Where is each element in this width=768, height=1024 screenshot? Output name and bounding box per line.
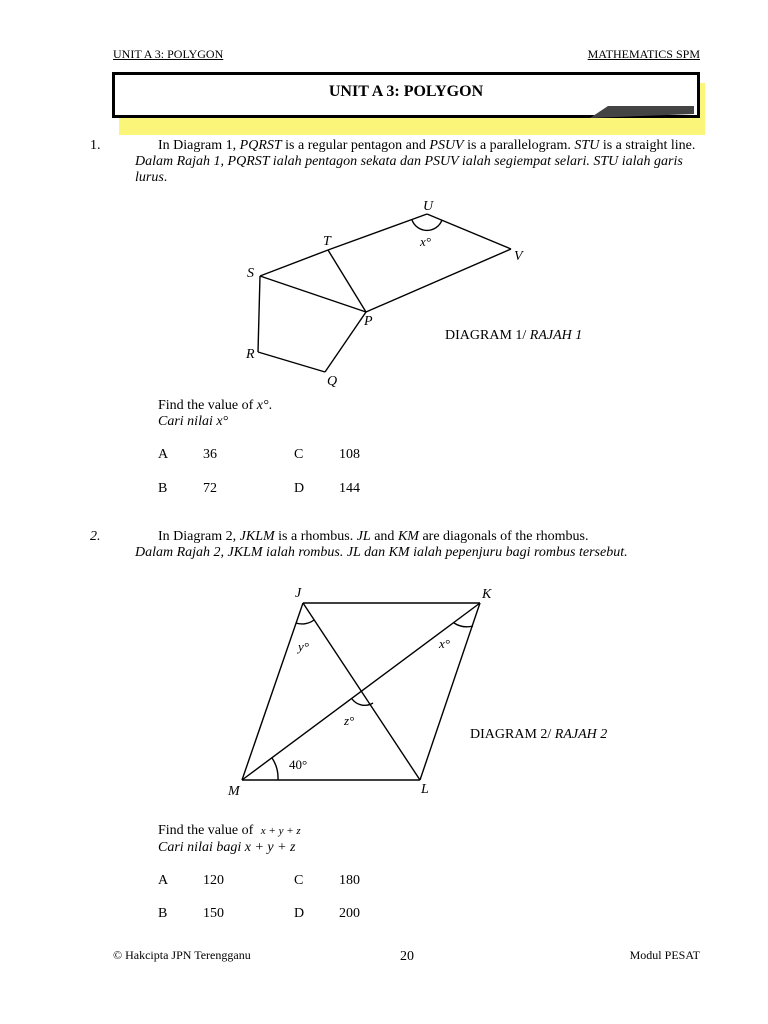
page-number: 20 bbox=[400, 949, 414, 964]
point-k-label: K bbox=[482, 587, 492, 602]
q2-option-value[interactable]: 200 bbox=[339, 906, 360, 921]
q2-find-text: Find the value of bbox=[158, 823, 257, 838]
q1-option-letter[interactable]: C bbox=[294, 447, 304, 462]
q2-option-value[interactable]: 120 bbox=[203, 873, 224, 888]
q1-en-stu: STU bbox=[574, 138, 600, 153]
q1-option-value[interactable]: 144 bbox=[339, 481, 360, 496]
q2-en-km: KM bbox=[397, 529, 419, 544]
q2-find-expression: x + y + z bbox=[260, 825, 301, 837]
header-right: MATHEMATICS SPM bbox=[587, 47, 700, 61]
angle-arc-40 bbox=[272, 758, 278, 780]
q2-text-ms: Dalam Rajah 2, JKLM ialah rombus. JL dan KM ialah pepenjuru bagi rombus tersebut. bbox=[135, 545, 628, 560]
q2-number: 2. bbox=[90, 529, 101, 544]
point-j-label: J bbox=[295, 586, 302, 601]
q1-option-letter[interactable]: A bbox=[158, 447, 169, 462]
q1-en-psuv: PSUV bbox=[429, 138, 464, 153]
angle-y-label: y° bbox=[298, 639, 309, 654]
q1-en-pqrst: PQRST bbox=[239, 138, 282, 153]
point-l-label: L bbox=[421, 782, 429, 797]
q2-en-jklm: JKLM bbox=[239, 529, 275, 544]
edge-mj bbox=[242, 603, 303, 780]
q2-en-part: and bbox=[370, 529, 398, 544]
q1-option-letter[interactable]: D bbox=[294, 481, 305, 496]
angle-arc-y bbox=[296, 620, 314, 624]
point-v-label: V bbox=[514, 249, 523, 264]
q2-en-part: are diagonals of the rhombus. bbox=[418, 529, 589, 544]
angle-40-label: 40° bbox=[289, 757, 308, 772]
q2-option-letter[interactable]: C bbox=[294, 873, 304, 888]
q1-en-part: is a straight line. bbox=[599, 138, 696, 153]
q1-en-part: is a regular pentagon and bbox=[281, 138, 430, 153]
q1-option-value[interactable]: 108 bbox=[339, 447, 360, 462]
page-title: UNIT A 3: POLYGON bbox=[328, 83, 484, 100]
angle-x-label: x° bbox=[420, 234, 431, 249]
angle-arc-z bbox=[352, 699, 373, 705]
q1-find-part: . bbox=[268, 398, 273, 413]
diagonal-km bbox=[242, 603, 480, 780]
q1-find-part: Find the value of bbox=[158, 398, 257, 413]
point-p-label: P bbox=[364, 314, 373, 329]
q1-option-value[interactable]: 72 bbox=[203, 481, 217, 496]
q2-option-letter[interactable]: B bbox=[158, 906, 168, 921]
q1-number: 1. bbox=[90, 138, 101, 153]
q1-en-part: In Diagram 1, bbox=[158, 138, 240, 153]
q1-find-x: x° bbox=[256, 398, 269, 413]
point-s-label: S bbox=[247, 266, 254, 281]
q2-option-letter[interactable]: A bbox=[158, 873, 169, 888]
q2-find-ms: Cari nilai bagi x + y + z bbox=[158, 840, 296, 855]
point-t-label: T bbox=[323, 234, 331, 249]
q2-find-en bbox=[158, 823, 301, 839]
point-q-label: Q bbox=[327, 374, 338, 389]
diagram-1-label-en: DIAGRAM 1/ bbox=[445, 328, 530, 343]
q1-find-ms: Cari nilai x° bbox=[158, 414, 229, 429]
point-m-label: M bbox=[228, 784, 240, 799]
point-u-label: U bbox=[423, 199, 434, 214]
q1-ms-word: lurus bbox=[135, 170, 164, 185]
footer-module: Modul PESAT bbox=[629, 948, 700, 962]
header-left: UNIT A 3: POLYGON bbox=[113, 47, 224, 61]
q2-option-value[interactable]: 180 bbox=[339, 873, 360, 888]
footer-copyright: © Hakcipta JPN Terengganu bbox=[113, 948, 251, 962]
diagram-2-label-ms: RAJAH 2 bbox=[554, 727, 608, 742]
q1-en-part: is a parallelogram. bbox=[463, 138, 575, 153]
q2-en-jl: JL bbox=[356, 529, 371, 544]
angle-z-label: z° bbox=[344, 713, 355, 728]
q1-option-value[interactable]: 36 bbox=[203, 447, 217, 462]
q1-option-letter[interactable]: B bbox=[158, 481, 168, 496]
q2-option-value[interactable]: 150 bbox=[203, 906, 224, 921]
q2-option-letter[interactable]: D bbox=[294, 906, 305, 921]
diagram-2-label-en: DIAGRAM 2/ bbox=[470, 727, 555, 742]
q1-ms-end: . bbox=[163, 170, 168, 185]
diagram-1-label-ms: RAJAH 1 bbox=[529, 328, 583, 343]
q2-en-part: is a rhombus. bbox=[274, 529, 357, 544]
edge-kl bbox=[420, 603, 480, 780]
q1-text-ms-line1: Dalam Rajah 1, PQRST ialah pentagon sekata dan PSUV ialah segiempat selari. STU ialah garis bbox=[135, 154, 683, 169]
angle-arc-x bbox=[454, 623, 473, 627]
diagram-2-label bbox=[470, 727, 607, 743]
angle-x-label-2: x° bbox=[439, 636, 450, 651]
q2-en-part: In Diagram 2, bbox=[158, 529, 240, 544]
point-r-label: R bbox=[246, 347, 255, 362]
